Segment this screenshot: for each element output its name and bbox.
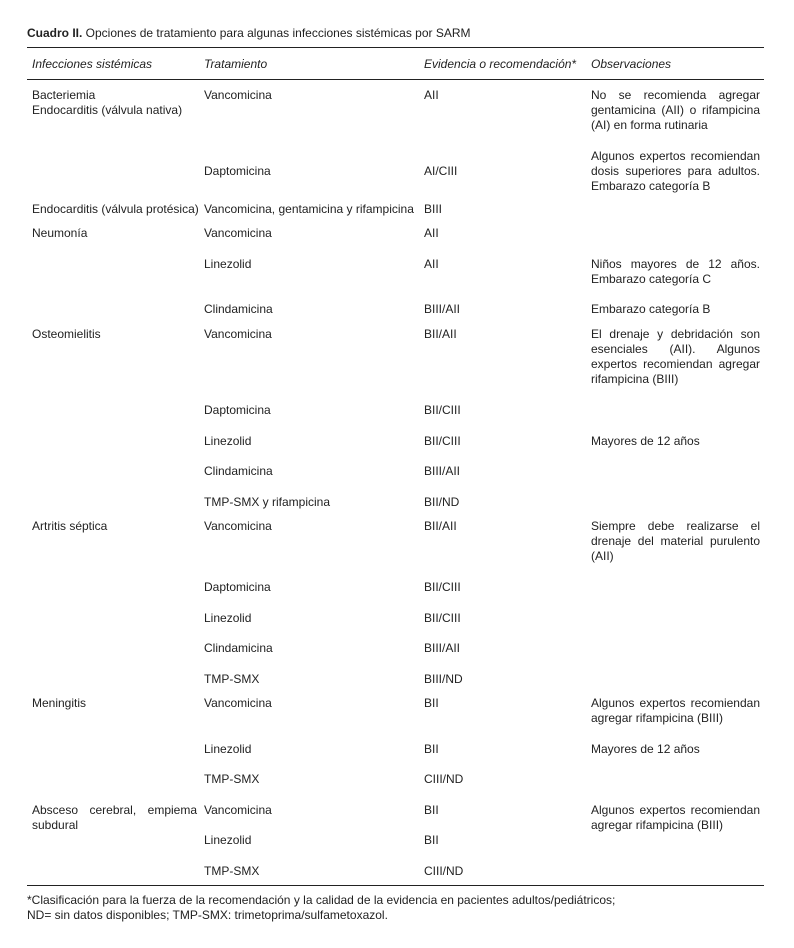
evidence-cell: AI/CIII	[424, 164, 458, 178]
treatment-cell: Daptomicina	[204, 403, 271, 417]
treatment-cell: Vancomicina	[204, 327, 272, 341]
treatment-cell: TMP-SMX	[204, 672, 260, 686]
infection-cell: Meningitis	[32, 696, 87, 710]
evidence-cell: BII/CIII	[424, 403, 461, 417]
observation-cell: Siempre debe realizarse el drenaje del material purulento (AII)	[591, 519, 760, 563]
observation-cell: Algunos expertos recomiendan dosis superiores para adultos. Embarazo categoría B	[591, 149, 760, 193]
infection-cell: Endocarditis (válvula protésica)	[32, 202, 199, 216]
treatment-cell: Daptomicina	[204, 580, 271, 594]
header-rule	[27, 79, 764, 80]
evidence-cell: BII/CIII	[424, 611, 461, 625]
evidence-cell: CIII/ND	[424, 864, 464, 878]
treatment-cell: Vancomicina	[204, 696, 272, 710]
evidence-cell: CIII/ND	[424, 772, 464, 786]
evidence-cell: BII/ND	[424, 495, 460, 509]
treatment-cell: Linezolid	[204, 257, 252, 271]
bottom-rule	[27, 885, 764, 886]
evidence-cell: BII	[424, 696, 439, 710]
evidence-cell: BIII/AII	[424, 464, 461, 478]
evidence-cell: BII/AII	[424, 519, 457, 533]
evidence-cell: BII/CIII	[424, 580, 461, 594]
top-rule	[27, 47, 764, 48]
evidence-cell: BII	[424, 803, 439, 817]
table-caption	[27, 26, 471, 41]
infection-cell: Absceso cerebral, empiema subdural	[32, 803, 197, 832]
header-evidence: Evidencia o recomendación*	[424, 57, 577, 71]
treatment-cell: Clindamicina	[204, 641, 273, 655]
observation-cell: Algunos expertos recomiendan agregar rifampicina (BIII)	[591, 803, 760, 832]
observation-cell: Mayores de 12 años	[591, 742, 700, 756]
observation-cell: Algunos expertos recomiendan agregar rifampicina (BIII)	[591, 696, 760, 725]
evidence-cell: BII/AII	[424, 327, 457, 341]
evidence-cell: AII	[424, 257, 439, 271]
treatment-cell: TMP-SMX y rifampicina	[204, 495, 331, 509]
evidence-cell: BIII	[424, 202, 443, 216]
caption-label: Cuadro II.	[27, 26, 83, 40]
evidence-cell: AII	[424, 226, 439, 240]
header-observations: Observaciones	[591, 57, 672, 71]
infection-cell: Neumonía	[32, 226, 88, 240]
evidence-cell: BIII/AII	[424, 641, 461, 655]
infection-cell: Artritis séptica	[32, 519, 108, 533]
observation-cell: Niños mayores de 12 años. Embarazo categoría C	[591, 257, 760, 286]
observation-cell: El drenaje y debridación son esenciales (AII). Algunos expertos recomiendan agregar rifampicina (BIII)	[591, 327, 760, 386]
caption-text: Opciones de tratamiento para algunas infecciones sistémicas por SARM	[82, 26, 471, 40]
infection-cell: Osteomielitis	[32, 327, 101, 341]
treatment-cell: Vancomicina, gentamicina y rifampicina	[204, 202, 414, 216]
treatment-cell: TMP-SMX	[204, 772, 260, 786]
treatment-cell: TMP-SMX	[204, 864, 260, 878]
evidence-cell: BII	[424, 742, 439, 756]
header-treatment: Tratamiento	[204, 57, 268, 71]
treatment-cell: Linezolid	[204, 833, 252, 847]
treatment-cell: Vancomicina	[204, 226, 272, 240]
evidence-cell: BIII/AII	[424, 302, 461, 316]
infection-cell: Bacteriemia Endocarditis (válvula nativa)	[32, 88, 183, 117]
treatment-cell: Clindamicina	[204, 464, 273, 478]
treatment-cell: Vancomicina	[204, 519, 272, 533]
treatment-cell: Vancomicina	[204, 803, 272, 817]
treatment-cell: Linezolid	[204, 434, 252, 448]
observation-cell: No se recomienda agregar gentamicina (AII) o rifampicina (AI) en forma rutinaria	[591, 88, 760, 132]
footnote-1: *Clasificación para la fuerza de la recomendación y la calidad de la evidencia en pacientes adultos/pediátricos;	[27, 893, 616, 907]
evidence-cell: BII	[424, 833, 439, 847]
evidence-cell: BII/CIII	[424, 434, 461, 448]
treatment-cell: Daptomicina	[204, 164, 271, 178]
footnote-2: ND= sin datos disponibles; TMP-SMX: trimetoprima/sulfametoxazol.	[27, 908, 388, 922]
treatment-cell: Linezolid	[204, 742, 252, 756]
observation-cell: Mayores de 12 años	[591, 434, 700, 448]
evidence-cell: BIII/ND	[424, 672, 463, 686]
treatment-cell: Vancomicina	[204, 88, 272, 102]
treatment-cell: Linezolid	[204, 611, 252, 625]
treatment-cell: Clindamicina	[204, 302, 273, 316]
evidence-cell: AII	[424, 88, 439, 102]
observation-cell: Embarazo categoría B	[591, 302, 711, 316]
header-infections: Infecciones sistémicas	[32, 57, 153, 71]
